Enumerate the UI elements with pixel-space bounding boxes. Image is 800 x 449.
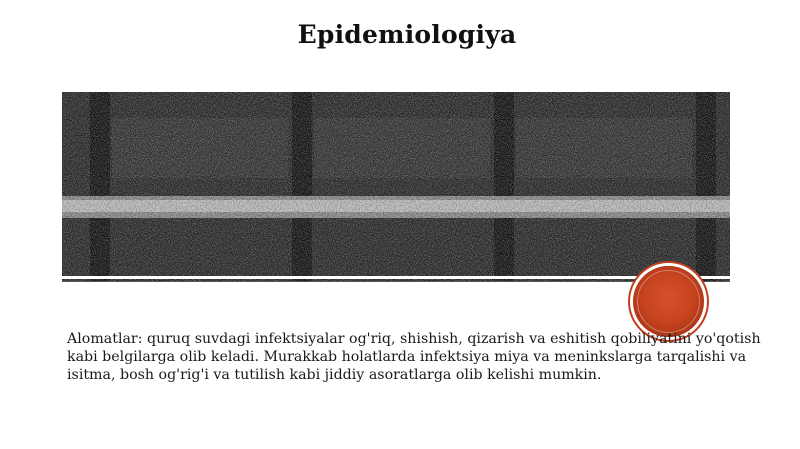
red-circle-badge-icon [633,266,704,337]
slide-title: Epidemiologiya [297,20,517,49]
slide-body-text: Alomatlar: quruq suvdagi infektsiyalar og'riq, shishish, qizarish va eshitish qobiliyatini yo'qotish kabi belgilarga olib keladi. Murakkab holatlarda infektsiya miya va meninkslarga tarqalishi va isitma, bosh og'rig'i va tutilish kabi jiddiy asoratlarga olib kelishi mumkin. [67,331,761,383]
banner-image [62,88,730,288]
badge-ring [637,270,700,333]
banner-graphic [62,88,730,288]
